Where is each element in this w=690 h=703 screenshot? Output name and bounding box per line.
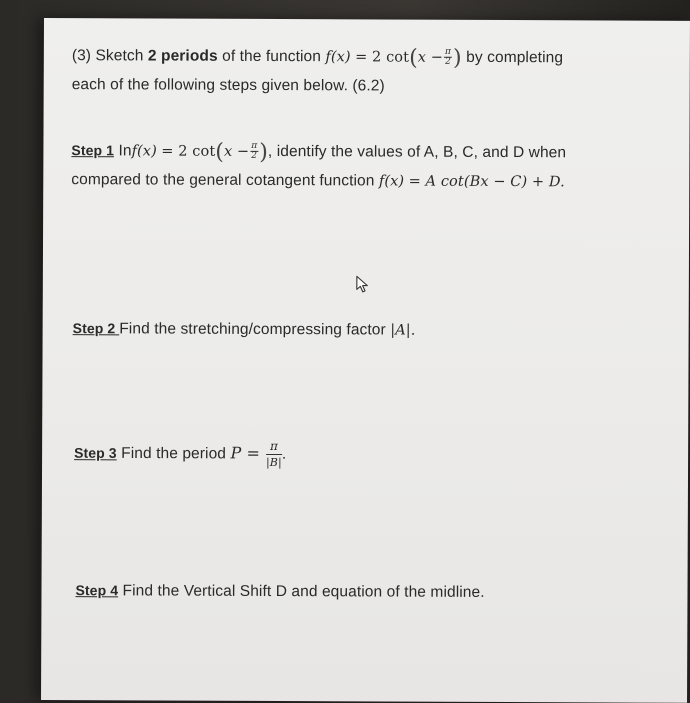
problem-line-2: each of the following steps given below. (6.2) bbox=[71, 76, 385, 95]
step4-text: Find the Vertical Shift D and equation of the midline. bbox=[122, 582, 485, 601]
step3-period-fraction: $\frac{\pi}{|B|}$ bbox=[265, 438, 282, 470]
problem-tail: by completing bbox=[466, 48, 564, 67]
step1-x: x − bbox=[223, 143, 250, 160]
step1-label: Step 1 bbox=[71, 142, 115, 159]
problem-label: (3) Sketch bbox=[71, 47, 144, 65]
step1-fx: f(x) bbox=[131, 143, 157, 160]
step1-tail: , identify the values of A, B, C, and D when bbox=[267, 142, 567, 162]
step2-label: Step 2 bbox=[72, 320, 120, 337]
step1-line-1: Step 1 Inf(x) = 2 cot(x − $\frac{\pi}{2}$ ), identify the values of A, B, C, and D when bbox=[71, 139, 567, 165]
step1-general-fx: f(x) bbox=[378, 173, 405, 190]
step2-abs-a: |A|. bbox=[390, 322, 416, 339]
step3-label: Step 3 bbox=[74, 444, 117, 461]
cursor-arrow-icon bbox=[355, 275, 371, 293]
step2-line bbox=[73, 320, 416, 339]
step4-line bbox=[75, 582, 484, 602]
problem-fx: f(x) bbox=[325, 49, 351, 66]
step3-p: P = bbox=[230, 443, 261, 463]
problem-periods: 2 periods bbox=[147, 47, 218, 65]
step1-in: In bbox=[118, 142, 132, 160]
step3-text: Find the period bbox=[121, 444, 227, 463]
paper-sheet bbox=[41, 18, 690, 703]
step3-line bbox=[74, 438, 286, 470]
step1-pi-over-2: $\frac{\pi}{2}$ bbox=[251, 141, 258, 162]
step1-general-rhs: = A cot(Bx − C) + D. bbox=[408, 173, 565, 191]
problem-x: x − bbox=[417, 49, 444, 66]
step3-tail: . bbox=[281, 445, 287, 463]
problem-pi-over-2: $\frac{\pi}{2}$ bbox=[445, 47, 452, 68]
problem-text: of the function bbox=[222, 47, 322, 66]
step1-eq: = 2 cot bbox=[161, 143, 216, 160]
problem-eq: = 2 cot bbox=[355, 49, 410, 66]
problem-line-1: (3) Sketch 2 periods of the function f(x) = 2 cot(x − $\frac{\pi}{2}$ ) by completing bbox=[71, 45, 564, 71]
step2-text: Find the stretching/compressing factor bbox=[119, 320, 386, 339]
step1-general-text: compared to the general cotangent function bbox=[71, 171, 375, 190]
step4-label: Step 4 bbox=[75, 582, 119, 599]
step1-line-2 bbox=[71, 171, 565, 191]
